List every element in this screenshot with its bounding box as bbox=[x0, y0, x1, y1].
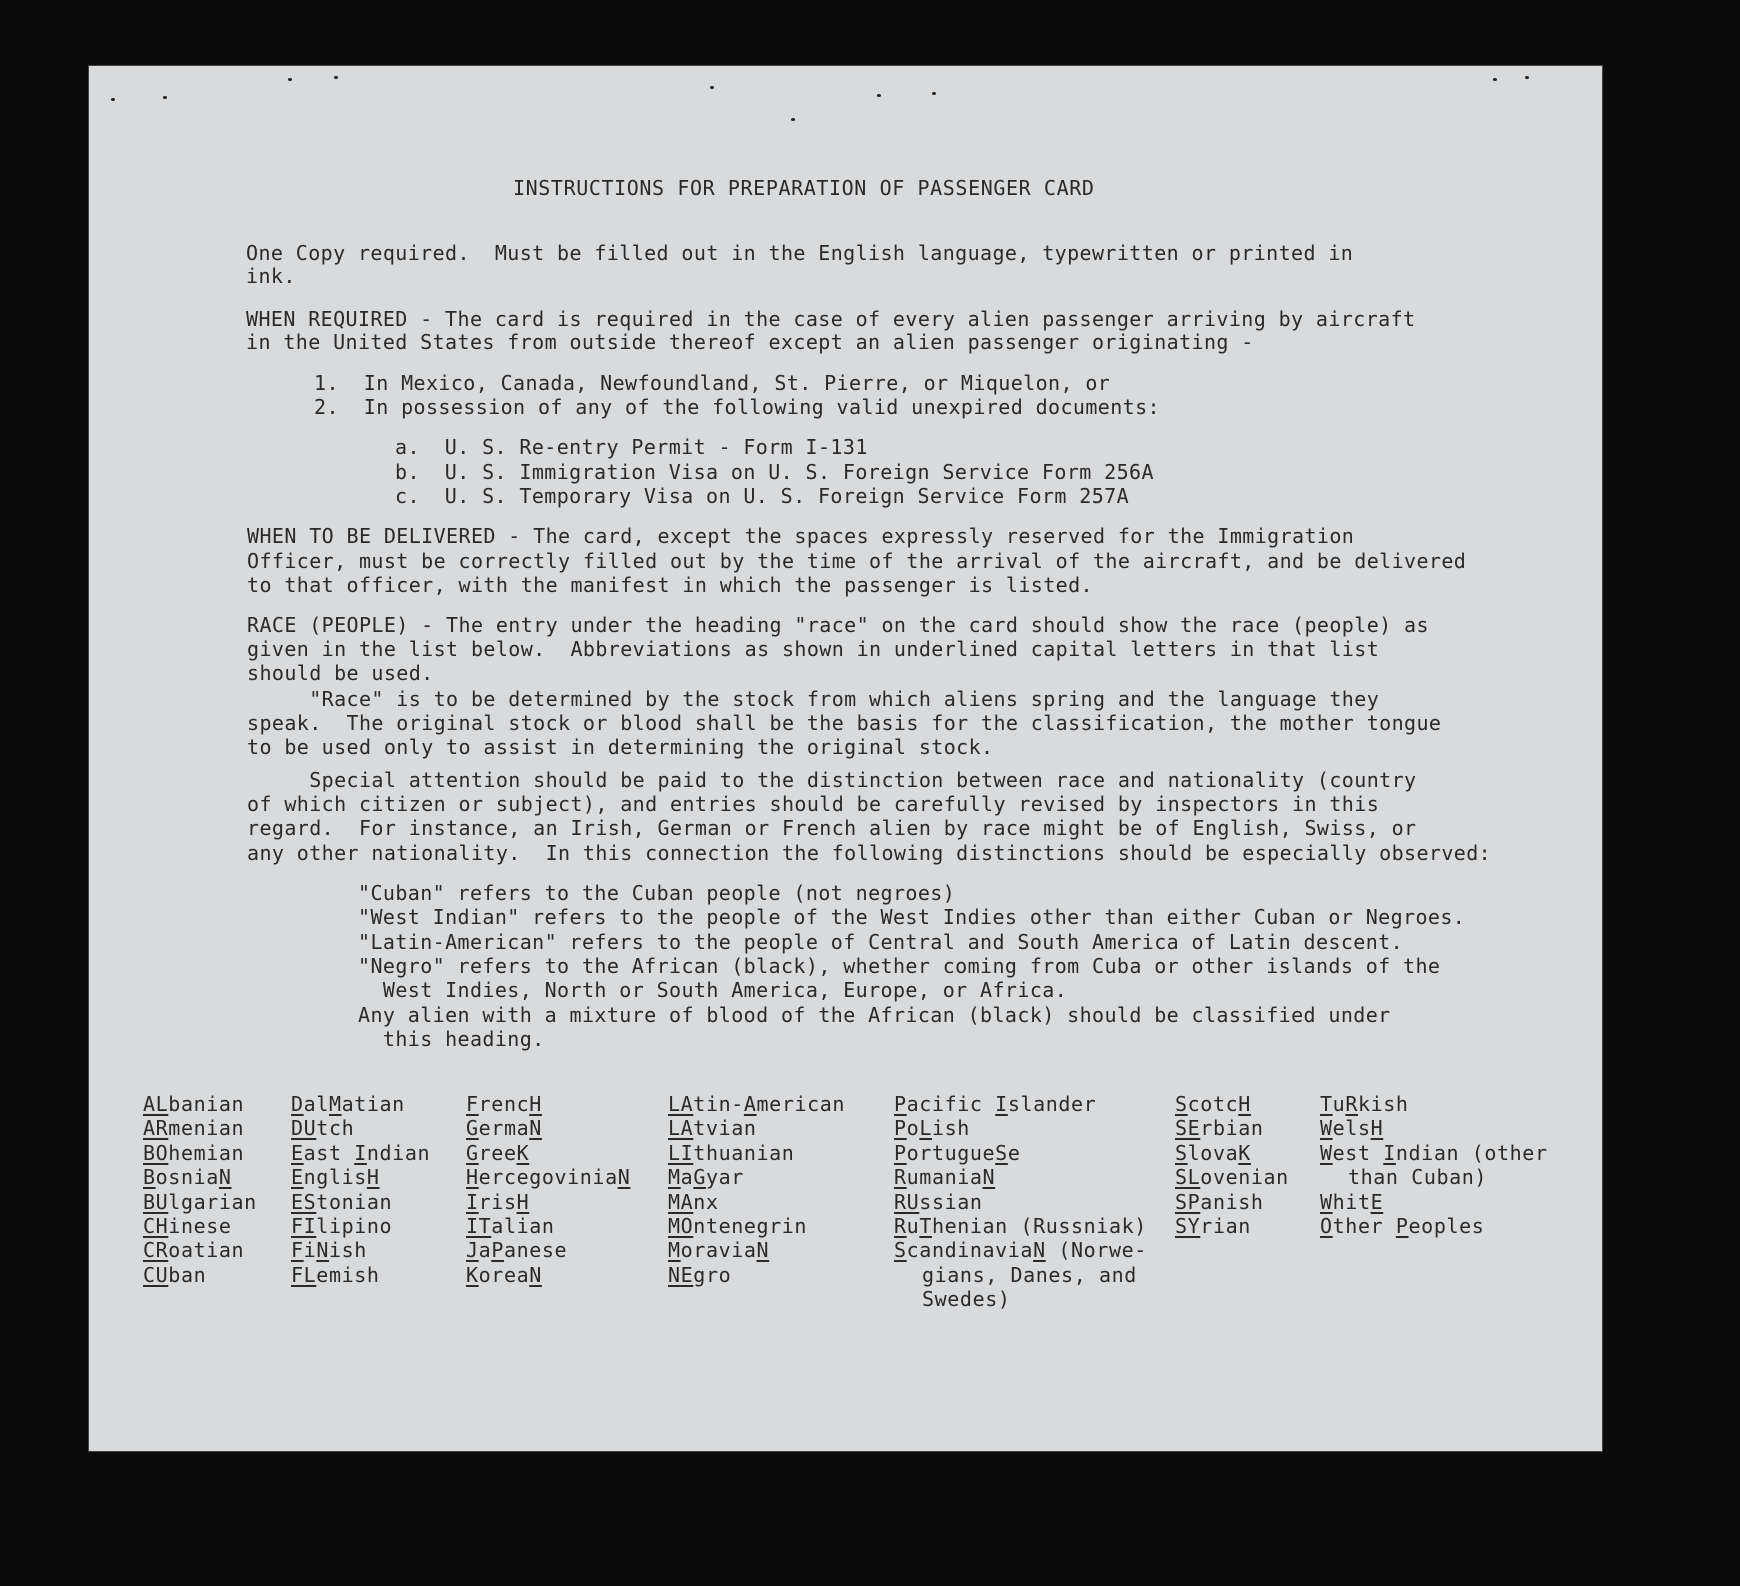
when-delivered-line: Officer, must be correctly filled out by the time of the arrival of the aircraft, and be delivered bbox=[247, 549, 1467, 573]
race-entry: LAtin-American bbox=[668, 1092, 846, 1116]
race-line: to be used only to assist in determining the original stock. bbox=[247, 735, 994, 759]
lettered-item: c. U. S. Temporary Visa on U. S. Foreign Service Form 257A bbox=[395, 484, 1130, 508]
race-entry: EStonian bbox=[291, 1189, 393, 1214]
race-entry: East Indian bbox=[291, 1140, 431, 1165]
race-entry: GreeK bbox=[466, 1140, 530, 1165]
race-column-3 bbox=[466, 1092, 630, 1287]
race-column-1 bbox=[143, 1092, 257, 1287]
race-entry: gians, Danes, and bbox=[922, 1262, 1137, 1287]
race-entry: than Cuban) bbox=[1348, 1165, 1488, 1190]
race-entry: FrencH bbox=[466, 1092, 542, 1116]
race-entry: MoraviaN bbox=[668, 1238, 770, 1263]
dust-speck bbox=[710, 86, 714, 89]
race-entry: MOntenegrin bbox=[668, 1214, 808, 1239]
dust-speck bbox=[932, 92, 936, 95]
race-entry: RumaniaN bbox=[894, 1165, 996, 1190]
distinction-line: "Negro" refers to the African (black), whether coming from Cuba or other islands of the bbox=[358, 954, 1441, 978]
race-entry: IrisH bbox=[466, 1189, 530, 1214]
race-entry: LIthuanian bbox=[668, 1140, 795, 1165]
when-delivered-line: to that officer, with the manifest in which the passenger is listed. bbox=[247, 573, 1093, 597]
when-required-line: WHEN REQUIRED - The card is required in the case of every alien passenger arriving by aircraft bbox=[246, 307, 1416, 331]
race-entry: FLemish bbox=[291, 1262, 380, 1287]
race-entry: WhitE bbox=[1320, 1189, 1384, 1214]
distinction-line: "Latin-American" refers to the people of Central and South America of Latin descent. bbox=[358, 930, 1404, 954]
race-entry: ScotcH bbox=[1175, 1092, 1251, 1116]
special-attention-line: of which citizen or subject), and entries should be carefully revised by inspectors in this bbox=[247, 792, 1380, 816]
race-entry: Other Peoples bbox=[1320, 1214, 1485, 1239]
numbered-item: 2. In possession of any of the following valid unexpired documents: bbox=[314, 395, 1160, 419]
race-entry: RUssian bbox=[894, 1189, 983, 1214]
race-entry: CHinese bbox=[143, 1214, 232, 1239]
race-entry: LAtvian bbox=[668, 1116, 757, 1141]
race-entry: RuThenian (Russniak) bbox=[894, 1214, 1147, 1239]
race-entry: CRoatian bbox=[143, 1238, 245, 1263]
race-entry: SErbian bbox=[1175, 1116, 1264, 1141]
race-line: speak. The original stock or blood shall be the basis for the classification, the mother tongue bbox=[247, 711, 1442, 735]
distinction-line: Any alien with a mixture of blood of the African (black) should be classified under bbox=[358, 1003, 1391, 1027]
race-entry: BOhemian bbox=[143, 1140, 245, 1165]
race-entry: ITalian bbox=[466, 1214, 555, 1239]
race-column-4 bbox=[668, 1092, 845, 1287]
race-line: "Race" is to be determined by the stock from which aliens spring and the language they bbox=[247, 687, 1380, 711]
race-entry: MAnx bbox=[668, 1189, 719, 1214]
race-entry: BUlgarian bbox=[143, 1189, 257, 1214]
race-entry: NEgro bbox=[668, 1262, 732, 1287]
race-entry: EnglisH bbox=[291, 1165, 380, 1190]
race-entry: BosniaN bbox=[143, 1165, 232, 1190]
page-title: INSTRUCTIONS FOR PREPARATION OF PASSENGER CARD bbox=[513, 176, 1095, 200]
when-required-line: in the United States from outside thereof except an alien passenger originating - bbox=[246, 330, 1254, 354]
race-entry: PoLish bbox=[894, 1116, 970, 1141]
dust-speck bbox=[111, 98, 115, 101]
race-entry: ALbanian bbox=[143, 1092, 245, 1116]
race-entry: Swedes) bbox=[922, 1287, 1011, 1312]
race-entry: TuRkish bbox=[1320, 1092, 1409, 1116]
race-entry: SLovenian bbox=[1175, 1165, 1289, 1190]
race-line: should be used. bbox=[247, 661, 434, 685]
race-entry: MaGyar bbox=[668, 1165, 744, 1190]
dust-speck bbox=[791, 118, 795, 121]
special-attention-line: any other nationality. In this connection the following distinctions should be especially observed: bbox=[247, 841, 1492, 865]
dust-speck bbox=[334, 76, 338, 79]
race-entry: PortugueSe bbox=[894, 1140, 1021, 1165]
race-entry: ARmenian bbox=[143, 1116, 245, 1141]
numbered-item: 1. In Mexico, Canada, Newfoundland, St. Pierre, or Miquelon, or bbox=[314, 371, 1111, 395]
race-entry: CUban bbox=[143, 1262, 207, 1287]
race-entry: FiNish bbox=[291, 1238, 367, 1263]
distinction-line: this heading. bbox=[358, 1027, 545, 1051]
dust-speck bbox=[288, 78, 292, 81]
race-entry: FIlipino bbox=[291, 1214, 393, 1239]
race-entry: DalMatian bbox=[291, 1092, 405, 1116]
race-entry: West Indian (other bbox=[1320, 1140, 1548, 1165]
race-column-5 bbox=[894, 1092, 1147, 1312]
race-column-6 bbox=[1175, 1092, 1289, 1238]
race-entry: SYrian bbox=[1175, 1214, 1251, 1239]
distinction-line: West Indies, North or South America, Europe, or Africa. bbox=[358, 978, 1068, 1002]
race-entry: Pacific Islander bbox=[894, 1092, 1097, 1116]
race-column-2 bbox=[291, 1092, 430, 1287]
intro-line: ink. bbox=[246, 264, 296, 288]
race-entry: JaPanese bbox=[466, 1238, 568, 1263]
race-entry: WelsH bbox=[1320, 1116, 1384, 1141]
dust-speck bbox=[1525, 76, 1529, 79]
special-attention-line: Special attention should be paid to the distinction between race and nationality (country bbox=[247, 768, 1417, 792]
dust-speck bbox=[163, 96, 167, 99]
lettered-item: b. U. S. Immigration Visa on U. S. Foreign Service Form 256A bbox=[395, 460, 1154, 484]
when-delivered-line: WHEN TO BE DELIVERED - The card, except the spaces expressly reserved for the Immigration bbox=[247, 524, 1355, 548]
dust-speck bbox=[1493, 78, 1497, 81]
distinction-line: "West Indian" refers to the people of the West Indies other than either Cuban or Negroes. bbox=[358, 905, 1466, 929]
race-entry: HercegoviniaN bbox=[466, 1165, 631, 1190]
race-entry: SPanish bbox=[1175, 1189, 1264, 1214]
dust-speck bbox=[877, 94, 881, 97]
special-attention-line: regard. For instance, an Irish, German or French alien by race might be of English, Swiss, or bbox=[247, 816, 1417, 840]
race-entry: GermaN bbox=[466, 1116, 542, 1141]
distinction-line: "Cuban" refers to the Cuban people (not negroes) bbox=[358, 881, 956, 905]
race-line: given in the list below. Abbreviations as shown in underlined capital letters in that list bbox=[247, 637, 1380, 661]
lettered-item: a. U. S. Re-entry Permit - Form I-131 bbox=[395, 435, 868, 459]
race-entry: ScandinaviaN (Norwe- bbox=[894, 1238, 1147, 1263]
race-entry: SlovaK bbox=[1175, 1140, 1251, 1165]
intro-line: One Copy required. Must be filled out in the English language, typewritten or printed in bbox=[246, 241, 1354, 265]
race-entry: DUtch bbox=[291, 1116, 355, 1141]
race-column-7 bbox=[1320, 1092, 1548, 1238]
race-line: RACE (PEOPLE) - The entry under the heading "race" on the card should show the race (people) as bbox=[247, 613, 1429, 637]
race-entry: KoreaN bbox=[466, 1262, 542, 1287]
